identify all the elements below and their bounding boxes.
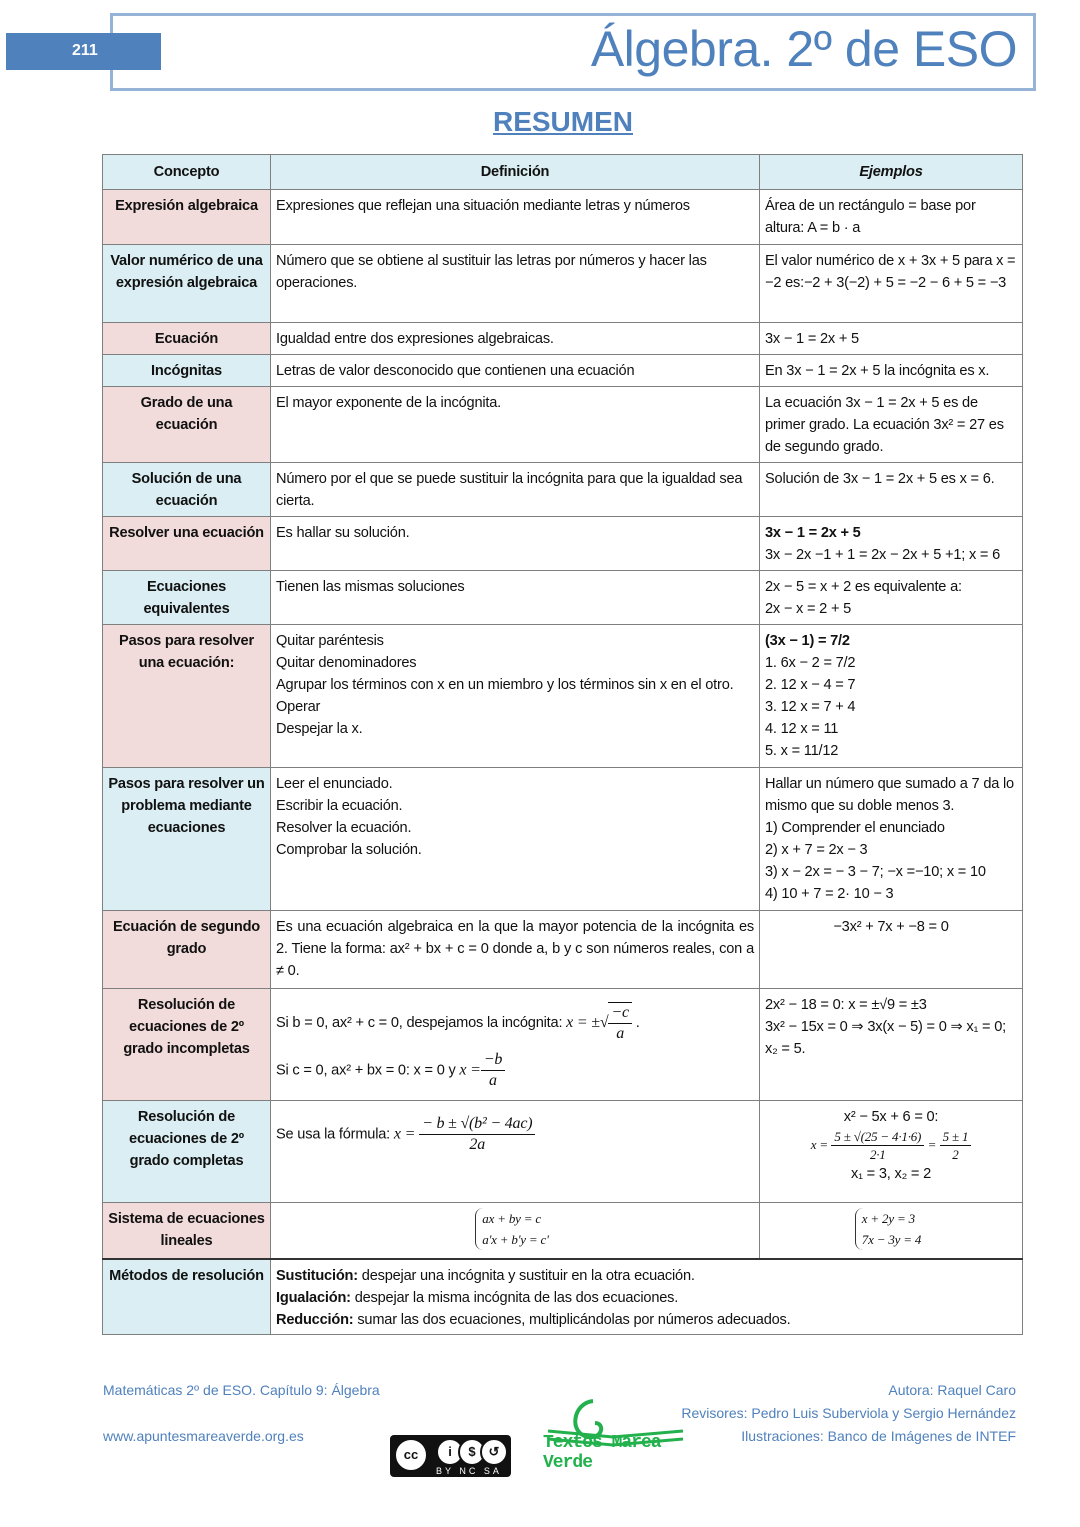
step: Agrupar los términos con x en un miembro y los términos sin x en el otro. xyxy=(276,677,734,693)
title-box xyxy=(110,13,1036,91)
definition-cell: Es una ecuación algebraica en la que la mayor potencia de la incógnita es 2. Tiene la forma: ax² + bx + c = 0 donde a, b y c son números reales, con a ≠ 0. xyxy=(271,911,760,989)
table-row xyxy=(103,463,1023,517)
step: Leer el enunciado. xyxy=(276,776,393,792)
table-row xyxy=(103,387,1023,463)
example-cell xyxy=(760,768,1023,911)
example-cell xyxy=(760,517,1023,571)
example-cell: En 3x − 1 = 2x + 5 la incógnita es x. xyxy=(760,355,1023,387)
concept-cell: Métodos de resolución xyxy=(103,1259,271,1335)
step: Quitar paréntesis xyxy=(276,633,384,649)
formula-prefix: x = xyxy=(393,1125,416,1143)
example-line: 3x − 2x −1 + 1 = 2x − 2x + 5 +1; x = 6 xyxy=(765,547,1000,563)
example-line: 4) 10 + 7 = 2· 10 − 3 xyxy=(765,886,894,902)
footer-reviewers: Revisores: Pedro Luis Suberviola y Sergio Hernández xyxy=(681,1405,1016,1421)
equation: ax + by = c xyxy=(482,1211,541,1226)
formula-prefix: x = ±√ xyxy=(566,1013,609,1031)
concept-cell: Ecuaciones equivalentes xyxy=(103,571,271,625)
table-row xyxy=(103,571,1023,625)
step: Escribir la ecuación. xyxy=(276,798,403,814)
table-row xyxy=(103,1203,1023,1259)
cc-icon: cc xyxy=(394,1438,428,1472)
method-name: Igualación: xyxy=(276,1289,351,1306)
equation: x + 2y = 3 xyxy=(861,1211,915,1226)
concept-cell: Expresión algebraica xyxy=(103,190,271,245)
definition-cell: Número por el que se puede sustituir la incógnita para que la igualdad sea cierta. xyxy=(271,463,760,517)
example-line: 4. 12 x = 11 xyxy=(765,721,839,737)
method-line xyxy=(276,1309,1017,1331)
table-header-row xyxy=(103,155,1023,190)
section-heading: RESUMEN xyxy=(492,106,633,137)
step: Resolver la ecuación. xyxy=(276,820,412,836)
example-cell: 3x − 1 = 2x + 5 xyxy=(760,323,1023,355)
definition-cell xyxy=(271,989,760,1101)
concept-cell: Pasos para resolver un problema mediante ecuaciones xyxy=(103,768,271,911)
example-line: 2x² − 18 = 0: x = ±√9 = ±3 xyxy=(765,997,927,1013)
method-name: Sustitución: xyxy=(276,1267,358,1284)
example-cell xyxy=(760,1203,1023,1259)
denominator: a xyxy=(489,1072,497,1089)
equals: = xyxy=(927,1136,937,1152)
nc-icon: $ xyxy=(458,1438,486,1466)
equation: a'x + b'y = c' xyxy=(482,1232,549,1247)
header-definicion: Definición xyxy=(271,155,760,190)
concept-cell: Pasos para resolver una ecuación: xyxy=(103,625,271,768)
numerator: − b ± √(b² − 4ac) xyxy=(419,1114,535,1135)
table-row xyxy=(103,517,1023,571)
formula-text: . xyxy=(635,1014,640,1031)
example-cell: El valor numérico de x + 3x + 5 para x = −2 es:−2 + 3(−2) + 5 = −2 − 6 + 5 = −3 xyxy=(760,245,1023,323)
definition-cell: El mayor exponente de la incógnita. xyxy=(271,387,760,463)
method-line xyxy=(276,1287,1017,1309)
by-icon: i xyxy=(436,1438,464,1466)
logo-text: Textos Marea Verde xyxy=(543,1433,661,1473)
concept-cell: Sistema de ecuaciones lineales xyxy=(103,1203,271,1259)
definition-cell xyxy=(271,1259,1023,1335)
example-line: Hallar un número que sumado a 7 da lo mismo que su doble menos 3. xyxy=(765,776,1014,814)
formula-line xyxy=(765,1128,1017,1163)
example-line: 2x − 5 = x + 2 es equivalente a: xyxy=(765,579,962,595)
denominator: 2·1 xyxy=(869,1147,886,1162)
denominator: a xyxy=(616,1025,625,1042)
denominator: 2a xyxy=(469,1136,486,1153)
step: Quitar denominadores xyxy=(276,655,417,671)
formula-line xyxy=(276,1050,754,1091)
example-line: (3x − 1) = 7/2 xyxy=(765,633,850,649)
example-line: 5. x = 11/12 xyxy=(765,743,839,759)
definition-cell xyxy=(271,1101,760,1203)
example-cell: Solución de 3x − 1 = 2x + 5 es x = 6. xyxy=(760,463,1023,517)
example-line: 2) x + 7 = 2x − 3 xyxy=(765,842,868,858)
formula-text: Si c = 0, ax² + bx = 0: x = 0 y xyxy=(276,1062,456,1079)
example-cell: −3x² + 7x + −8 = 0 xyxy=(760,911,1023,989)
license-label: BY NC SA xyxy=(436,1466,502,1476)
method-desc: despejar la misma incógnita de las dos ecuaciones. xyxy=(350,1289,679,1306)
table-row xyxy=(103,190,1023,245)
example-line: 2x − x = 2 + 5 xyxy=(765,601,852,617)
equation-system xyxy=(475,1208,554,1250)
summary-table xyxy=(102,154,1023,1335)
example-line: 2. 12 x − 4 = 7 xyxy=(765,677,856,693)
page-title: Álgebra. 2º de ESO xyxy=(590,21,1017,77)
concept-cell: Ecuación xyxy=(103,323,271,355)
fraction xyxy=(608,1002,632,1044)
creative-commons-badge xyxy=(390,1435,511,1477)
table-row xyxy=(103,989,1023,1101)
definition-cell: Es hallar su solución. xyxy=(271,517,760,571)
example-cell xyxy=(760,571,1023,625)
concept-cell: Resolución de ecuaciones de 2º grado completas xyxy=(103,1101,271,1203)
example-line: x₁ = 3, x₂ = 2 xyxy=(851,1166,931,1182)
formula-line xyxy=(276,1002,754,1044)
formula-text: Si b = 0, ax² + c = 0, despejamos la incógnita: xyxy=(276,1014,563,1031)
fraction xyxy=(481,1050,505,1091)
example-cell: Área de un rectángulo = base por altura: A = b · a xyxy=(760,190,1023,245)
definition-cell: Expresiones que reflejan una situación mediante letras y números xyxy=(271,190,760,245)
definition-cell: Número que se obtiene al sustituir las letras por números y hacer las operaciones. xyxy=(271,245,760,323)
header-concepto: Concepto xyxy=(103,155,271,190)
fraction xyxy=(940,1128,972,1163)
quadratic-formula xyxy=(419,1114,535,1155)
page-number: 211 xyxy=(72,42,98,59)
example-line: 3x² − 15x = 0 ⇒ 3x(x − 5) = 0 ⇒ x₁ = 0; x₂ = 5. xyxy=(765,1019,1007,1057)
definition-cell: Tienen las mismas soluciones xyxy=(271,571,760,625)
definition-cell xyxy=(271,625,760,768)
table-row xyxy=(103,911,1023,989)
table-row xyxy=(103,768,1023,911)
marea-verde-logo xyxy=(543,1393,688,1473)
footer-book: Matemáticas 2º de ESO. Capítulo 9: Álgebra xyxy=(103,1382,380,1398)
equation: 7x − 3y = 4 xyxy=(861,1232,922,1247)
definition-cell xyxy=(271,1203,760,1259)
table-row xyxy=(103,1101,1023,1203)
example-line: 3x − 1 = 2x + 5 xyxy=(765,525,861,541)
footer-illustrations: Ilustraciones: Banco de Imágenes de INTEF xyxy=(741,1428,1016,1444)
method-desc: sumar las dos ecuaciones, multiplicándolas por números adecuados. xyxy=(353,1311,791,1328)
example-line: x² − 5x + 6 = 0: xyxy=(843,1109,939,1125)
example-line: 1. 6x − 2 = 7/2 xyxy=(765,655,856,671)
example-cell xyxy=(760,1101,1023,1203)
table-row xyxy=(103,245,1023,323)
table-row xyxy=(103,1259,1023,1335)
footer-author: Autora: Raquel Caro xyxy=(888,1382,1016,1398)
numerator: 5 ± 1 xyxy=(940,1128,972,1146)
definition-cell: Letras de valor desconocido que contienen una ecuación xyxy=(271,355,760,387)
formula-line xyxy=(276,1114,754,1155)
method-line xyxy=(276,1265,1017,1287)
concept-cell: Valor numérico de una expresión algebraica xyxy=(103,245,271,323)
numerator: 5 ± √(25 − 4·1·6) xyxy=(831,1128,924,1146)
example-line: 1) Comprender el enunciado xyxy=(765,820,945,836)
equation-system xyxy=(855,1208,927,1250)
concept-cell: Resolución de ecuaciones de 2º grado incompletas xyxy=(103,989,271,1101)
denominator: 2 xyxy=(952,1147,959,1162)
table-row xyxy=(103,625,1023,768)
formula-prefix: x = xyxy=(459,1061,481,1079)
formula-text: Se usa la fórmula: xyxy=(276,1126,391,1143)
concept-cell: Solución de una ecuación xyxy=(103,463,271,517)
formula-prefix: x = xyxy=(810,1136,828,1152)
step: Despejar la x. xyxy=(276,721,363,737)
header-ejemplos: Ejemplos xyxy=(760,155,1023,190)
example-cell: La ecuación 3x − 1 = 2x + 5 es de primer grado. La ecuación 3x² = 27 es de segundo grado. xyxy=(760,387,1023,463)
numerator: −c xyxy=(608,1003,632,1024)
definition-cell xyxy=(271,768,760,911)
example-line: 3. 12 x = 7 + 4 xyxy=(765,699,856,715)
example-cell xyxy=(760,625,1023,768)
table-row xyxy=(103,323,1023,355)
example-cell xyxy=(760,989,1023,1101)
concept-cell: Incógnitas xyxy=(103,355,271,387)
concept-cell: Ecuación de segundo grado xyxy=(103,911,271,989)
numerator: −b xyxy=(481,1050,505,1071)
fraction xyxy=(831,1128,924,1163)
method-name: Reducción: xyxy=(276,1311,354,1328)
step: Comprobar la solución. xyxy=(276,842,422,858)
concept-cell: Grado de una ecuación xyxy=(103,387,271,463)
footer-website[interactable]: www.apuntesmareaverde.org.es xyxy=(103,1428,304,1444)
step: Operar xyxy=(276,699,321,715)
sa-icon: ↺ xyxy=(480,1438,508,1466)
definition-cell: Igualdad entre dos expresiones algebraicas. xyxy=(271,323,760,355)
table-row xyxy=(103,355,1023,387)
method-desc: despejar una incógnita y sustituir en la otra ecuación. xyxy=(357,1267,695,1284)
page-number-tab xyxy=(6,33,161,70)
example-line: 3) x − 2x = − 3 − 7; −x =−10; x = 10 xyxy=(765,864,986,880)
concept-cell: Resolver una ecuación xyxy=(103,517,271,571)
